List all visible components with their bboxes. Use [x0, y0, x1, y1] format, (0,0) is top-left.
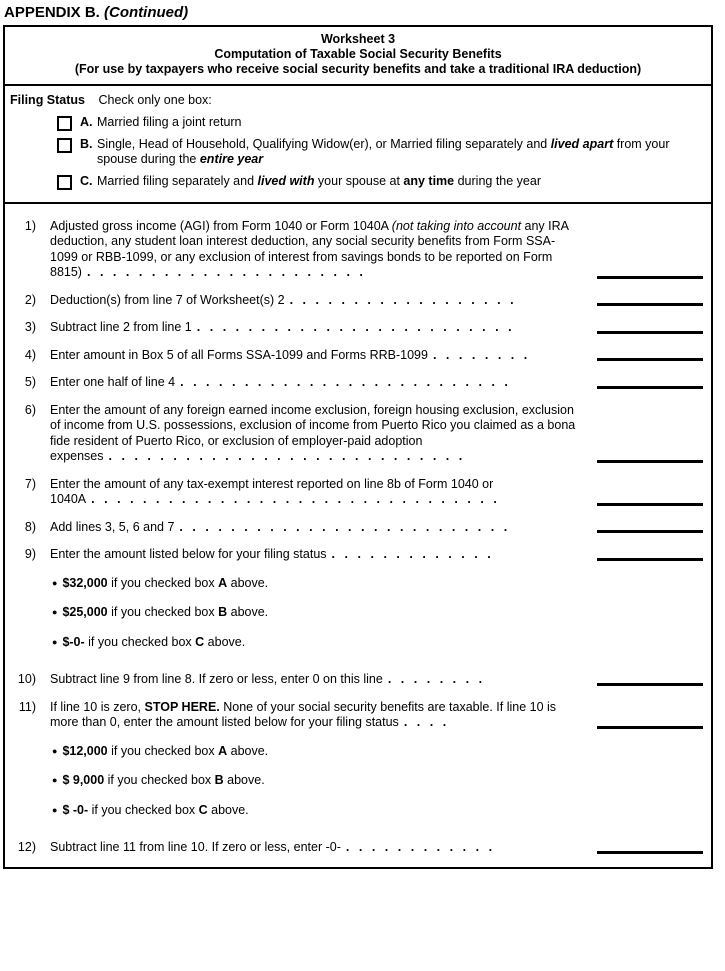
text-segment: Enter the amount listed below for your filing status: [50, 547, 327, 561]
text-segment: Married filing a joint return: [97, 114, 242, 129]
item-text: [50, 320, 581, 336]
bullet-row: [50, 635, 711, 652]
dot-leader: ............: [345, 840, 502, 854]
item-number: 8): [24, 519, 36, 534]
text-segment: None of your social security benefits are taxable. If line 10 is more than 0, enter the amount listed below for your filing status: [50, 699, 560, 729]
text-segment: Add lines 3, 5, 6 and 7: [50, 519, 175, 534]
dot-leader: ......................: [86, 265, 373, 279]
text-segment: Enter amount in Box 5 of all Forms SSA-1099 and Forms RRB-1099: [50, 347, 428, 362]
answer-line-2[interactable]: [597, 303, 703, 306]
bullet-icon: ●: [52, 607, 58, 617]
text-segment: $ -0-: [62, 802, 89, 817]
filing-option-text: [97, 174, 703, 190]
bullet-row: [50, 773, 711, 790]
text-segment: A: [218, 575, 228, 590]
bullet-text: [62, 635, 245, 651]
dot-leader: ..................: [289, 292, 524, 307]
worksheet-item-4: [5, 348, 711, 364]
text-segment: Enter one half of line 4: [50, 375, 176, 389]
item-number: 10): [17, 672, 36, 686]
text-segment: C: [198, 802, 208, 817]
item-text: [50, 403, 581, 465]
filing-option-row: [57, 137, 703, 168]
text-segment: lived with: [257, 173, 315, 188]
worksheet-item-5: [5, 375, 711, 391]
dot-leader: ..........................: [180, 375, 518, 389]
item-text: [50, 219, 581, 281]
worksheet-items-section: [5, 204, 711, 867]
item-number: 12): [17, 840, 36, 854]
text-segment: if you checked box: [104, 773, 215, 787]
answer-line-9[interactable]: [597, 558, 703, 561]
text-segment: Enter the amount of any tax-exempt interest reported on line 8b of Form 1040 or 1040A: [50, 476, 497, 506]
filing-checkbox-c[interactable]: [57, 175, 72, 190]
bullet-row: [50, 576, 711, 593]
answer-line-8[interactable]: [597, 530, 703, 533]
text-segment: lived apart: [550, 136, 614, 151]
answer-line-5[interactable]: [597, 386, 703, 389]
text-segment: if you checked box: [107, 605, 219, 619]
bullet-icon: ●: [52, 804, 58, 815]
item-number: 7): [24, 476, 36, 491]
filing-option-row: [57, 115, 703, 131]
text-segment: (not taking into account: [391, 218, 522, 233]
text-segment: Deduction(s) from line 7 of Worksheet(s) 2: [50, 292, 285, 307]
filing-status-header: [10, 93, 703, 109]
filing-checkbox-b[interactable]: [57, 138, 72, 153]
bullet-row: [50, 744, 711, 761]
worksheet-item-9: [5, 547, 711, 660]
worksheet-item-6: [5, 403, 711, 465]
text-segment: $32,000: [62, 575, 108, 590]
bullet-text: [62, 773, 264, 789]
item-text: [50, 700, 581, 731]
answer-line-10[interactable]: [597, 683, 703, 686]
text-segment: above.: [223, 773, 265, 787]
text-segment: Adjusted gross income (AGI) from Form 1040 or Form 1040A: [50, 218, 392, 233]
dot-leader: ................................: [91, 492, 507, 506]
dot-leader: .........................: [196, 320, 522, 334]
answer-line-6[interactable]: [597, 460, 703, 463]
worksheet-item-11: [5, 700, 711, 829]
filing-option-letter: A.: [80, 114, 93, 129]
item-number: 9): [24, 547, 36, 561]
item-text: [50, 672, 581, 688]
appendix-continued-label: (Continued): [99, 4, 189, 21]
item-number: 11): [18, 699, 36, 714]
text-segment: Enter the amount of any foreign earned income exclusion, foreign housing exclusion, exclusion of income from U.S. possessions, exclusion of income from Puerto Rico you claimed as a bona fide resident of Puerto Rico, or exclusion of employer-paid adoption expenses: [50, 402, 579, 463]
text-segment: $12,000: [62, 743, 108, 758]
dot-leader: ........: [432, 347, 537, 362]
item-bullet-list: [50, 576, 711, 652]
filing-options: [10, 115, 703, 190]
answer-line-4[interactable]: [597, 358, 703, 361]
bullet-text: [62, 576, 268, 592]
text-segment: any IRA deduction, any student loan interest deduction, any social security benefits from Form SSA-1099 or RBB-1099, or any exclusion of interest from savings bonds to be reported on Form 8815): [50, 218, 572, 279]
text-segment: Subtract line 9 from line 8. If zero or less, enter 0 on this line: [50, 672, 383, 686]
dot-leader: ....: [403, 715, 456, 729]
text-segment: $-0-: [62, 634, 85, 649]
text-segment: A: [218, 743, 228, 758]
text-segment: Subtract line 2 from line 1: [50, 320, 192, 334]
item-text: [50, 293, 581, 309]
text-segment: above.: [227, 743, 269, 758]
text-segment: entire year: [199, 152, 264, 166]
filing-status-instruction: Check only one box:: [98, 93, 212, 107]
text-segment: B: [218, 605, 228, 619]
answer-line-1[interactable]: [597, 276, 703, 279]
item-number: 5): [24, 375, 36, 389]
text-segment: if you checked box: [84, 634, 196, 649]
item-bullet-list: [50, 744, 711, 820]
text-segment: during the year: [454, 173, 541, 188]
text-segment: above.: [227, 575, 269, 590]
text-segment: if you checked box: [107, 575, 219, 590]
text-segment: if you checked box: [88, 802, 199, 817]
appendix-title: APPENDIX B.: [4, 4, 100, 21]
dot-leader: ............................: [108, 449, 472, 463]
worksheet-usage-note: (For use by taxpayers who receive social security benefits and take a traditional IRA deduction): [74, 62, 642, 76]
worksheet-item-2: [5, 293, 711, 309]
item-text: [50, 520, 581, 536]
text-segment: B: [214, 773, 224, 787]
bullet-icon: ●: [52, 775, 58, 785]
text-segment: any time: [403, 173, 455, 188]
bullet-text: [62, 605, 268, 621]
dot-leader: ........: [387, 672, 492, 686]
text-segment: from your spouse during the: [97, 136, 673, 166]
document-page: [0, 4, 725, 869]
filing-checkbox-a[interactable]: [57, 116, 72, 131]
dot-leader: .............: [331, 547, 501, 561]
bullet-icon: ●: [52, 577, 58, 588]
filing-option-text: [97, 115, 703, 131]
text-segment: Subtract line 11 from line 10. If zero or less, enter -0-: [50, 840, 341, 854]
text-segment: if you checked box: [107, 743, 219, 758]
text-segment: Married filing separately and: [97, 173, 258, 188]
item-text: [50, 547, 581, 563]
answer-line-7[interactable]: [597, 503, 703, 506]
answer-line-12[interactable]: [597, 851, 703, 854]
item-number: 1): [24, 218, 36, 233]
item-text: [50, 477, 581, 508]
dot-leader: ..........................: [179, 519, 517, 534]
answer-line-11[interactable]: [597, 726, 703, 729]
answer-line-3[interactable]: [597, 331, 703, 334]
text-segment: above.: [207, 802, 249, 817]
worksheet-item-12: [5, 840, 711, 856]
filing-option-letter: B.: [80, 136, 93, 151]
item-number: 2): [24, 292, 36, 307]
text-segment: $25,000: [62, 605, 108, 619]
item-number: 3): [24, 320, 36, 334]
text-segment: above.: [204, 634, 246, 649]
bullet-text: [62, 744, 268, 760]
text-segment: your spouse at: [314, 173, 404, 188]
worksheet-item-7: [5, 477, 711, 508]
item-text: [50, 840, 581, 856]
worksheet-box: [3, 25, 713, 869]
text-segment: $ 9,000: [62, 773, 105, 787]
text-segment: If line 10 is zero,: [50, 699, 145, 714]
bullet-row: [50, 605, 711, 622]
worksheet-title-section: [5, 27, 711, 86]
item-text: [50, 375, 581, 391]
item-number: 6): [24, 402, 36, 417]
worksheet-item-8: [5, 520, 711, 536]
text-segment: C: [195, 634, 205, 649]
filing-option-text: [97, 137, 703, 168]
bullet-text: [62, 803, 248, 819]
bullet-row: [50, 803, 711, 820]
worksheet-item-3: [5, 320, 711, 336]
worksheet-item-1: [5, 219, 711, 281]
filing-status-label: Filing Status: [10, 93, 85, 107]
worksheet-item-10: [5, 672, 711, 688]
item-text: [50, 348, 581, 364]
worksheet-title: Worksheet 3: [320, 32, 396, 46]
text-segment: above.: [227, 605, 269, 619]
text-segment: STOP HERE.: [144, 699, 220, 714]
worksheet-subtitle: Computation of Taxable Social Security Benefits: [214, 47, 502, 61]
appendix-heading: [4, 4, 725, 21]
text-segment: Single, Head of Household, Qualifying Widow(er), or Married filing separately and: [97, 136, 551, 151]
filing-status-section: [5, 86, 711, 204]
bullet-icon: ●: [52, 636, 58, 647]
filing-option-row: [57, 174, 703, 190]
filing-option-letter: C.: [80, 173, 93, 188]
item-number: 4): [24, 347, 36, 362]
bullet-icon: ●: [52, 745, 58, 756]
